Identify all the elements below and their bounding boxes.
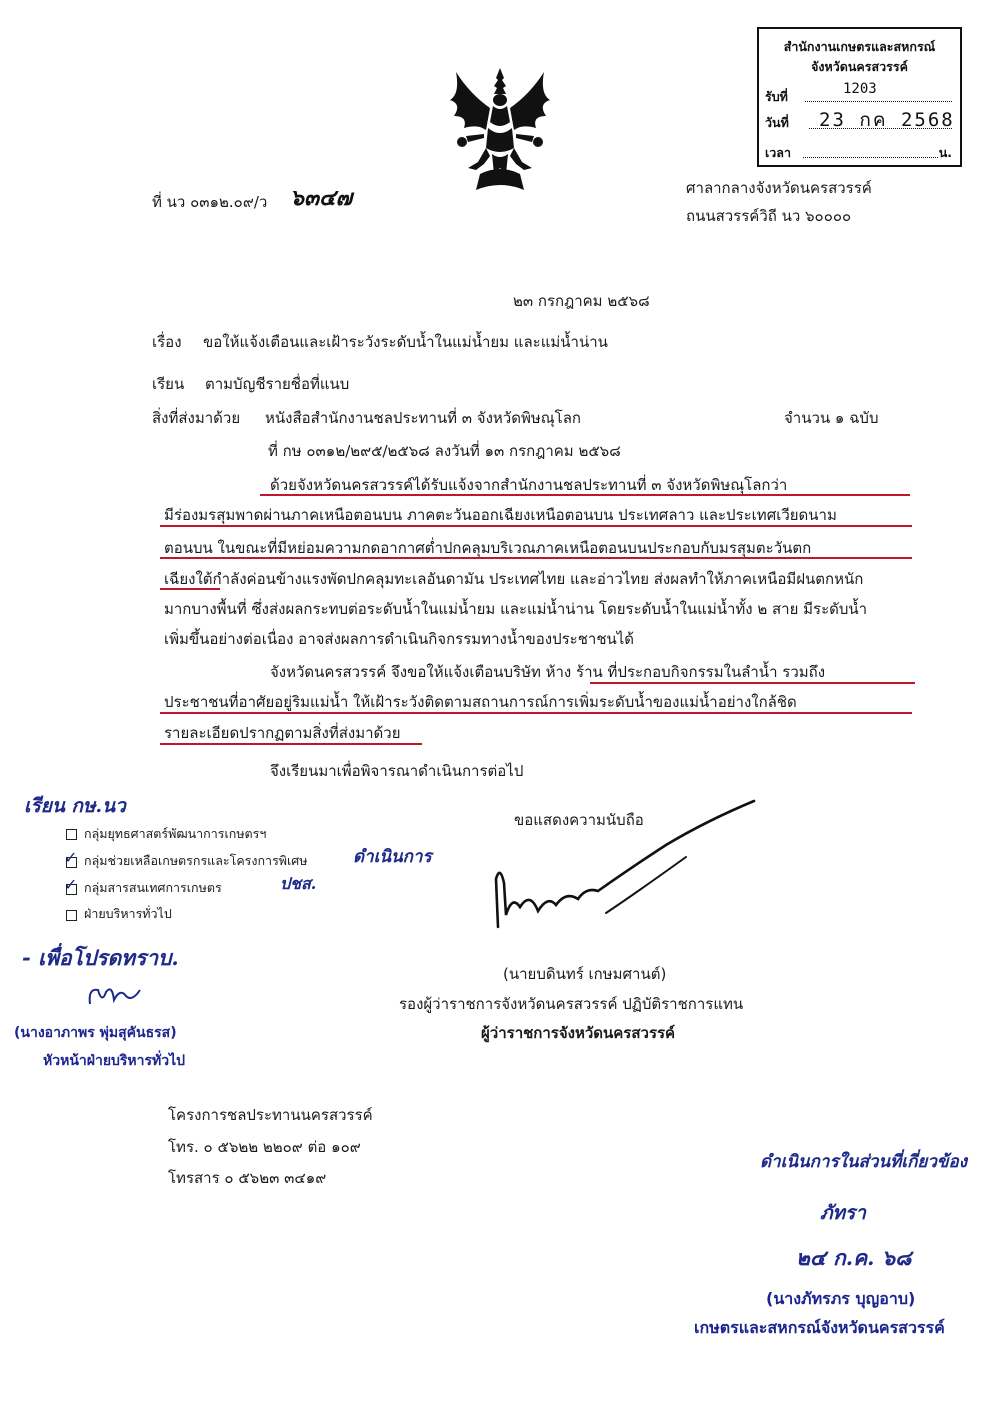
footer-phone: โทร. ๐ ๕๖๒๒ ๒๒๐๙ ต่อ ๑๐๙ — [168, 1138, 361, 1156]
signer-position-acting: รองผู้ว่าราชการจังหวัดนครสวรรค์ ปฏิบัติราชการแทน — [399, 995, 744, 1013]
stamp-date-label: วันที่ — [765, 115, 789, 130]
enclosure-reference: ที่ กษ ๐๓๑๒/๒๙๕/๒๕๖๘ ลงวันที่ ๑๓ กรกฎาคม ๒๕๖๘ — [268, 442, 621, 460]
enclosure-text: หนังสือสำนักงานชลประทานที่ ๓ จังหวัดพิษณุโลก — [265, 409, 581, 427]
routing-option-note: ดำเนินการ — [353, 847, 432, 867]
signer-position-governor: ผู้ว่าราชการจังหวัดนครสวรรค์ — [481, 1024, 676, 1042]
routing-signer-name: (นางอาภาพร พุ่มสุคันธรส) — [14, 1025, 177, 1041]
highlight-underline — [590, 682, 915, 684]
enclosure-label: สิ่งที่ส่งมาด้วย — [152, 409, 241, 427]
receipt-stamp — [757, 27, 962, 167]
body-p1-line: เฉียงใต้กำลังค่อนข้างแรงพัดปกคลุมทะเลอันดามัน ประเทศไทย และอ่าวไทย ส่งผลทำให้ภาคเหนือมีฝนตกหนัก — [164, 570, 864, 588]
garuda-emblem-icon — [440, 64, 560, 196]
stamp-time-label: เวลา — [765, 145, 791, 160]
body-p2-line: รายละเอียดปรากฏตามสิ่งที่ส่งมาด้วย — [164, 724, 401, 742]
highlight-underline — [160, 743, 422, 745]
director-position: เกษตรและสหกรณ์จังหวัดนครสวรรค์ — [694, 1318, 945, 1337]
director-note-line1: ดำเนินการในส่วนที่เกี่ยวข้อง — [760, 1152, 968, 1172]
routing-heading: เรียน กษ.นว — [24, 795, 126, 817]
document-date: ๒๓ กรกฎาคม ๒๕๖๘ — [513, 292, 650, 310]
signature-image — [486, 795, 766, 935]
highlight-underline — [160, 712, 912, 714]
highlight-underline — [160, 588, 220, 590]
routing-option-label: ฝ่ายบริหารทั่วไป — [84, 906, 172, 921]
routing-instruction: - เพื่อโปรดทราบ. — [22, 945, 179, 970]
footer-fax: โทรสาร ๐ ๕๖๒๓ ๓๔๑๙ — [168, 1169, 327, 1187]
stamp-province: จังหวัดนครสวรรค์ — [811, 59, 908, 74]
routing-option-label: กลุ่มยุทธศาสตร์พัฒนาการเกษตรฯ — [84, 826, 267, 841]
routing-option-label: กลุ่มช่วยเหลือเกษตรกรและโครงการพิเศษ — [84, 853, 308, 868]
doc-number-handwritten: ๖๓๔๗ — [290, 185, 353, 211]
highlight-underline — [160, 525, 912, 527]
signer-name: (นายบดินทร์ เกษมศานต์) — [503, 965, 667, 983]
body-p1-line: ตอนบน ในขณะที่มีหย่อมความกดอากาศต่ำปกคลุมบริเวณภาคเหนือตอนบนประกอบกับมรสุมตะวันตก — [164, 539, 812, 557]
doc-number-label: ที่ นว ๐๓๑๒.๐๙/ว — [152, 193, 268, 211]
stamp-time-suffix: น. — [938, 145, 952, 160]
subject-label: เรื่อง — [152, 333, 182, 351]
check-icon: ✓ — [64, 848, 78, 867]
body-p1-line: ด้วยจังหวัดนครสวรรค์ได้รับแจ้งจากสำนักงานชลประทานที่ ๓ จังหวัดพิษณุโลกว่า — [270, 476, 788, 494]
footer-unit: โครงการชลประทานนครสวรรค์ — [168, 1106, 373, 1124]
sender-office: ศาลากลางจังหวัดนครสวรรค์ — [686, 179, 872, 197]
routing-option-note: ปชส. — [280, 874, 317, 893]
body-p2-line: จังหวัดนครสวรรค์ จึงขอให้แจ้งเตือนบริษัท ห้าง ร้าน ที่ประกอบกิจกรรมในลำน้ำ รวมถึง — [270, 663, 826, 681]
recipient-label: เรียน — [152, 375, 185, 393]
enclosure-count: จำนวน ๑ ฉบับ — [784, 409, 879, 427]
highlight-underline — [160, 557, 912, 559]
stamp-office: สำนักงานเกษตรและสหกรณ์ — [783, 39, 936, 54]
body-p1-line: มากบางพื้นที่ ซึ่งส่งผลกระทบต่อระดับน้ำในแม่น้ำยม และแม่น้ำน่าน โดยระดับน้ำในแม่น้ำทั้ง ๒ สาย มีระดับน้ำ — [164, 600, 868, 618]
body-p1-line: มีร่องมรสุมพาดผ่านภาคเหนือตอนบน ภาคตะวันออกเฉียงเหนือตอนบน ประเทศลาว และประเทศเวียดนาม — [164, 506, 837, 524]
director-note-date: ๒๔ ก.ค. ๖๘ — [796, 1245, 912, 1270]
salutation: ขอแสดงความนับถือ — [514, 811, 644, 829]
routing-option-label: กลุ่มสารสนเทศการเกษตร — [84, 880, 222, 895]
subject-text: ขอให้แจ้งเตือนและเฝ้าระวังระดับน้ำในแม่น้ำยม และแม่น้ำน่าน — [203, 333, 608, 351]
routing-checkbox — [66, 829, 77, 840]
stamp-received-value: 1203 — [843, 81, 877, 97]
body-closing: จึงเรียนมาเพื่อพิจารณาดำเนินการต่อไป — [270, 762, 524, 780]
highlight-underline — [260, 494, 910, 496]
body-p1-line: เพิ่มขึ้นอย่างต่อเนื่อง อาจส่งผลการดำเนินกิจกรรมทางน้ำของประชาชนได้ — [164, 630, 635, 648]
routing-signer-position: หัวหน้าฝ่ายบริหารทั่วไป — [43, 1053, 186, 1069]
recipient-text: ตามบัญชีรายชื่อที่แนบ — [205, 375, 350, 393]
check-icon: ✓ — [64, 875, 78, 894]
routing-signature — [86, 978, 146, 1012]
director-name: (นางภัทรภร บุญอาบ) — [766, 1289, 916, 1308]
sender-address: ถนนสวรรค์วิถี นว ๖๐๐๐๐ — [686, 207, 852, 225]
stamp-received-label: รับที่ — [765, 89, 788, 104]
routing-checkbox — [66, 910, 77, 921]
stamp-date-value: 23 กค 2568 — [819, 109, 955, 131]
body-p2-line: ประชาชนที่อาศัยอยู่ริมแม่น้ำ ให้เฝ้าระวังติดตามสถานการณ์การเพิ่มระดับน้ำของแม่น้ำอย่างใกล้ชิด — [164, 693, 797, 711]
director-note-signature: ภัทรา — [820, 1202, 866, 1224]
